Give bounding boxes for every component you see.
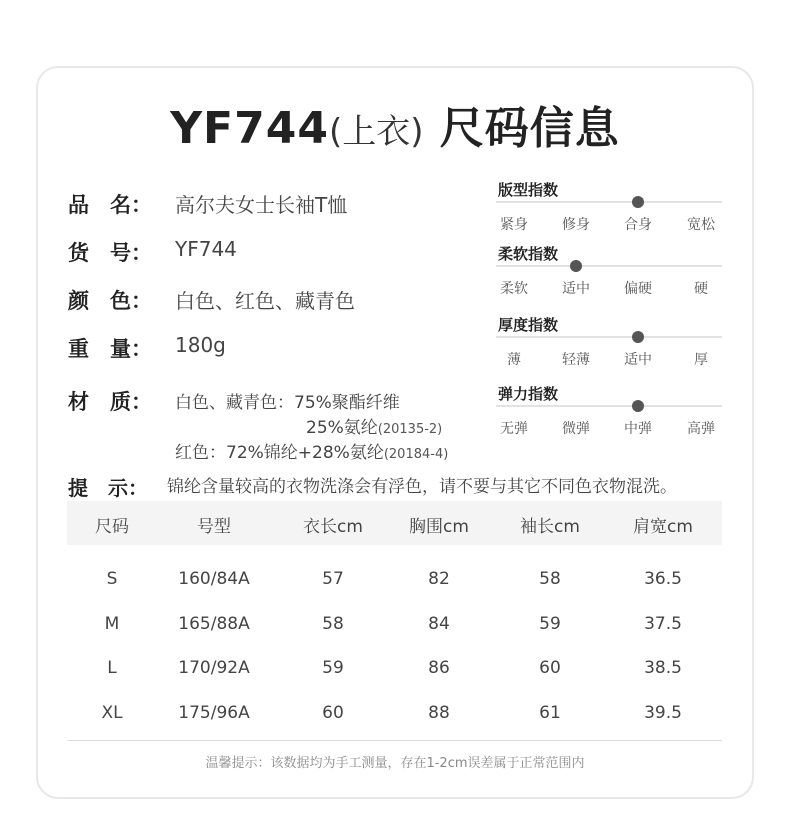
info-value: 高尔夫女士长袖T恤 bbox=[175, 193, 348, 217]
index-option: 适中 bbox=[624, 352, 652, 368]
index-marker bbox=[632, 196, 644, 208]
table-cell: 61 bbox=[539, 703, 561, 723]
index-block bbox=[496, 243, 722, 303]
index-track bbox=[496, 265, 722, 267]
index-option: 紧身 bbox=[500, 217, 528, 233]
index-option: 厚 bbox=[694, 352, 708, 368]
info-label: 重 量： bbox=[68, 337, 152, 361]
table-cell: 59 bbox=[322, 658, 344, 678]
material-code: (20184-4) bbox=[383, 447, 449, 462]
info-label: 货 号： bbox=[68, 241, 152, 265]
index-option: 偏硬 bbox=[624, 281, 652, 297]
title-text: 尺码信息 bbox=[423, 103, 620, 154]
index-option: 薄 bbox=[507, 352, 521, 368]
index-block bbox=[496, 179, 722, 239]
index-option: 微弹 bbox=[562, 421, 590, 437]
title-category: (上衣) bbox=[328, 112, 424, 152]
index-option: 柔软 bbox=[500, 281, 528, 297]
tip-text: 锦纶含量较高的衣物洗涤会有浮色，请不要与其它不同色衣物混洗。 bbox=[167, 477, 677, 497]
index-title: 柔软指数 bbox=[498, 245, 559, 263]
index-option: 中弹 bbox=[624, 421, 652, 437]
table-cell: 57 bbox=[322, 569, 344, 589]
material-text: 红色：72%锦纶+28%氨纶 bbox=[175, 443, 384, 463]
table-header-cell: 号型 bbox=[197, 517, 231, 537]
table-header-cell: 肩宽cm bbox=[633, 517, 693, 537]
table-cell: 36.5 bbox=[644, 569, 682, 589]
info-value: 白色、红色、藏青色 bbox=[175, 289, 355, 313]
table-cell: 175/96A bbox=[178, 703, 250, 723]
material-text: 25%氨纶 bbox=[306, 418, 378, 438]
table-header-cell: 尺码 bbox=[95, 517, 129, 537]
table-cell: 165/88A bbox=[178, 614, 250, 634]
index-track bbox=[496, 405, 722, 407]
table-cell: 82 bbox=[428, 569, 450, 589]
info-label: 颜 色： bbox=[68, 289, 152, 313]
material-line-3 bbox=[175, 438, 448, 463]
table-cell: 84 bbox=[428, 614, 450, 634]
index-marker bbox=[632, 331, 644, 343]
table-cell: 60 bbox=[322, 703, 344, 723]
table-cell: XL bbox=[101, 703, 123, 723]
index-title: 版型指数 bbox=[498, 181, 559, 199]
table-cell: 58 bbox=[539, 569, 561, 589]
material-code: (20135-2) bbox=[377, 422, 443, 437]
index-option: 无弹 bbox=[500, 421, 528, 437]
table-cell: 37.5 bbox=[644, 614, 682, 634]
tip-label: 提 示： bbox=[68, 476, 148, 500]
info-label: 品 名： bbox=[68, 193, 152, 217]
info-label: 材 质： bbox=[68, 390, 152, 414]
index-track bbox=[496, 201, 722, 203]
index-block bbox=[496, 314, 722, 374]
table-cell: 88 bbox=[428, 703, 450, 723]
index-track bbox=[496, 336, 722, 338]
index-option: 合身 bbox=[624, 217, 652, 233]
table-cell: L bbox=[107, 658, 117, 678]
table-cell: 60 bbox=[539, 658, 561, 678]
index-title: 弹力指数 bbox=[498, 385, 559, 403]
table-cell: S bbox=[106, 569, 118, 589]
table-cell: M bbox=[104, 614, 120, 634]
index-option: 宽松 bbox=[687, 217, 715, 233]
table-cell: 170/92A bbox=[178, 658, 250, 678]
table-cell: 86 bbox=[428, 658, 450, 678]
table-cell: 59 bbox=[539, 614, 561, 634]
title-model: YF744 bbox=[170, 103, 329, 154]
table-cell: 160/84A bbox=[178, 569, 250, 589]
index-option: 适中 bbox=[562, 281, 590, 297]
table-header bbox=[67, 501, 722, 545]
index-option: 硬 bbox=[694, 281, 708, 297]
index-option: 轻薄 bbox=[562, 352, 590, 368]
page-title bbox=[0, 92, 790, 156]
material-line-2 bbox=[306, 413, 442, 438]
table-cell: 39.5 bbox=[644, 703, 682, 723]
material-line-1 bbox=[175, 388, 400, 413]
table-cell: 38.5 bbox=[644, 658, 682, 678]
table-cell: 58 bbox=[322, 614, 344, 634]
index-marker bbox=[570, 260, 582, 272]
info-value: 180g bbox=[175, 333, 226, 357]
index-marker bbox=[632, 400, 644, 412]
table-header-cell: 袖长cm bbox=[520, 517, 580, 537]
index-option: 高弹 bbox=[687, 421, 715, 437]
table-divider bbox=[67, 740, 722, 741]
info-value: YF744 bbox=[175, 237, 237, 261]
index-option: 修身 bbox=[562, 217, 590, 233]
index-title: 厚度指数 bbox=[498, 316, 559, 334]
material-text: 白色、藏青色：75%聚酯纤维 bbox=[175, 393, 400, 413]
table-header-cell: 胸围cm bbox=[409, 517, 469, 537]
footnote: 温馨提示：该数据均为手工测量，存在1-2cm误差属于正常范围内 bbox=[205, 756, 585, 771]
table-header-cell: 衣长cm bbox=[303, 517, 363, 537]
index-block bbox=[496, 383, 722, 443]
